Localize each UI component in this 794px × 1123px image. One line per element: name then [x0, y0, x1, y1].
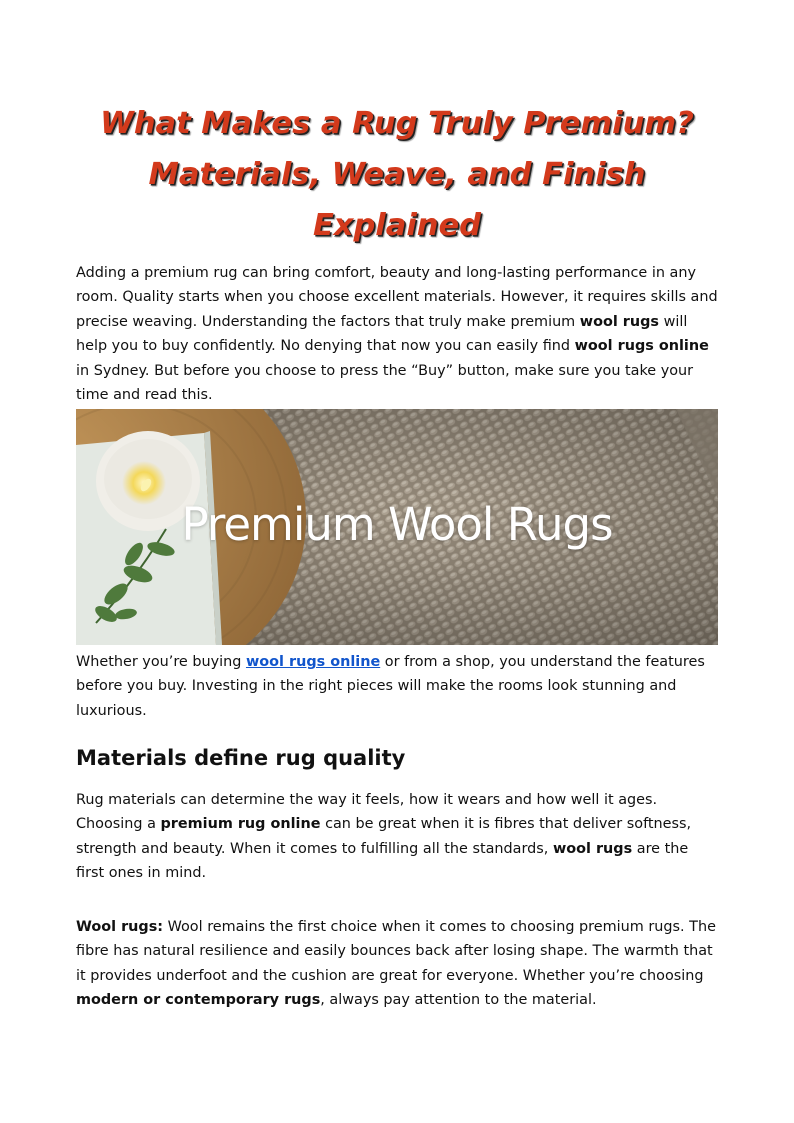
- premium-rug-online-emphasis: premium rug online: [160, 816, 321, 833]
- wool-rugs-online-emphasis: wool rugs online: [574, 338, 709, 355]
- hero-caption: Premium Wool Rugs: [181, 498, 613, 551]
- wool-rugs-label: Wool rugs:: [76, 919, 164, 935]
- wool-rugs-emphasis: wool rugs: [579, 313, 659, 330]
- page-title: [76, 98, 718, 251]
- intro-paragraph: Adding a premium rug can bring comfort, beauty and long-lasting performance in any room. Quality starts when you choose excellent materials. However, it requires skills and precise weaving. Understanding the factors that truly make premium wool rugs will help you to buy confidently. No denying that now you can easily find wool rugs online in Sydney. But before you choose to press the “Buy” button, make sure you take your time and read this.: [76, 265, 718, 404]
- paragraph-wool-rugs: Wool rugs: Wool remains the first choice when it comes to choosing premium rugs. The fibre has natural resilience and easily bounces back after losing shape. The warmth that it provides underfoot and the cushion are great for everyone. Whether you’re choosing modern or contemporary rugs, always pay attention to the material.: [76, 919, 716, 1009]
- title-line-3: Explained: [312, 208, 482, 243]
- paragraph-buying: Whether you’re buying wool rugs online or from a shop, you understand the features before you buy. Investing in the right pieces will make the rooms look stunning and luxurious.: [76, 654, 705, 719]
- wool-rugs-emphasis-2: wool rugs: [552, 840, 633, 857]
- modern-contemporary-emphasis: modern or contemporary rugs: [76, 992, 321, 1009]
- section-heading: Materials define rug quality: [76, 746, 406, 770]
- title-line-1: What Makes a Rug Truly Premium?: [100, 106, 694, 141]
- wool-rugs-online-link[interactable]: wool rugs online: [245, 654, 381, 670]
- title-line-2: Materials, Weave, and Finish: [148, 157, 646, 192]
- paragraph-materials: Rug materials can determine the way it feels, how it wears and how well it ages. Choosing a premium rug online can be great when it is fibres that deliver softness, strength and beauty. When it comes to fulfilling all the standards, wool rugs are the first ones in mind.: [76, 792, 692, 882]
